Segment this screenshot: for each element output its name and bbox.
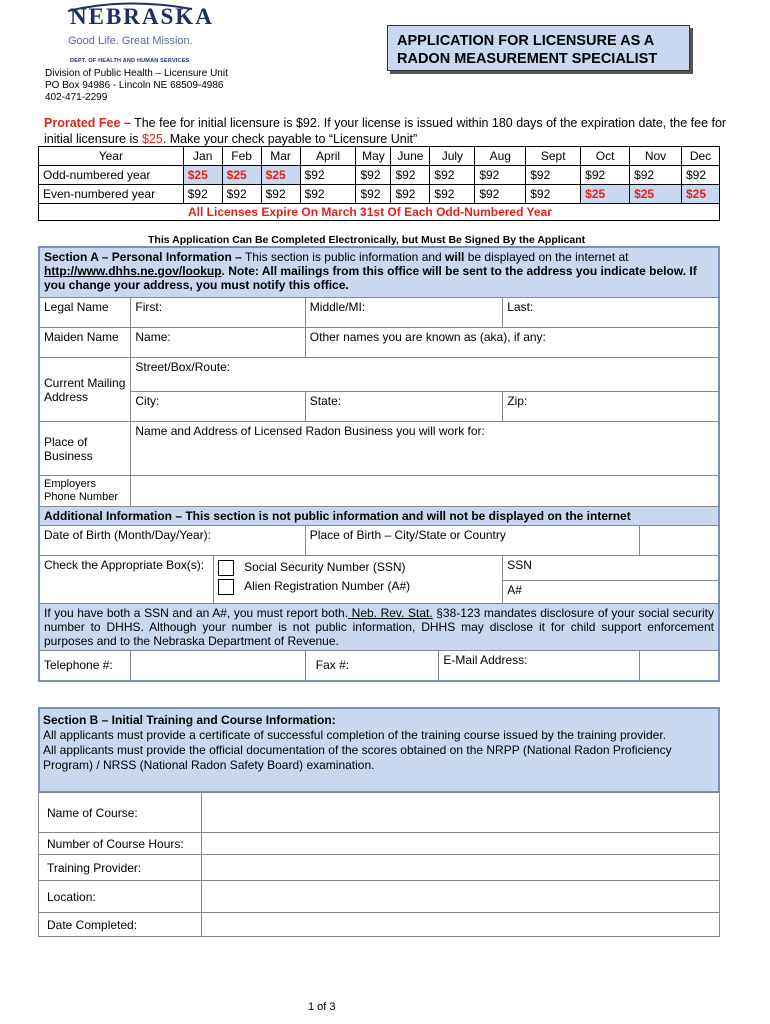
dept-name: DEPT. OF HEALTH AND HUMAN SERVICES (70, 58, 190, 64)
fee-row-even (39, 185, 720, 204)
fee-header-row (39, 147, 720, 166)
fax-field[interactable] (305, 651, 439, 681)
section-b-header (38, 707, 720, 793)
lookup-link[interactable]: http://www.dhhs.ne.gov/lookup (44, 264, 222, 278)
aka-label: Other names you are known as (aka), if any: (309, 330, 546, 344)
fee-cell: Even-numbered year (39, 185, 184, 204)
fee-cell: $25 (183, 166, 222, 185)
state-field[interactable] (305, 392, 502, 422)
fee-cell: $92 (356, 166, 391, 185)
employer-phone-field[interactable] (131, 476, 719, 507)
course-name-label: Name of Course: (39, 793, 202, 833)
fee-cell: $25 (222, 166, 261, 185)
section-a-title: Section A – Personal Information – (44, 250, 242, 264)
maiden-name-field[interactable] (131, 328, 305, 358)
section-a-note: . Note: All mailings from this office will be sent to the address you indicate below. If you change your address, you must notify this office. (44, 264, 697, 292)
ssn-label: SSN (507, 558, 532, 572)
fee-cell: $92 (391, 166, 430, 185)
business-field[interactable] (131, 422, 719, 476)
fee-cell: $92 (475, 166, 526, 185)
fee-header: Year (39, 147, 184, 166)
fee-row-odd (39, 166, 720, 185)
fee-header: May (356, 147, 391, 166)
pob-label: Place of Birth – City/State or Country (309, 528, 506, 542)
fax-label: Fax #: (315, 658, 350, 673)
fee-cell: $25 (261, 166, 300, 185)
fee-header: Aug (475, 147, 526, 166)
prorated-text-1: The fee for initial licensure is $92. If your license is issued within 180 days of the expiration date, the fee for initial licensure is (44, 116, 727, 146)
middle-label: Middle/MI: (309, 300, 366, 314)
email-label: E-Mail Address: (439, 651, 639, 681)
date-completed-label: Date Completed: (39, 913, 202, 937)
statute-ref: Neb. Rev. Stat. (348, 606, 433, 620)
expire-note: All Licenses Expire On March 31st Of Each Odd-Numbered Year (188, 205, 552, 219)
first-label: First: (135, 300, 163, 314)
city-label: City: (135, 394, 160, 408)
fee-cell: $92 (300, 166, 356, 185)
ssn-option-label: Social Security Number (SSN) (244, 560, 406, 575)
fee-cell: $92 (300, 185, 356, 204)
state-label: State: (309, 394, 342, 408)
course-hours-label: Number of Course Hours: (39, 833, 202, 855)
telephone-field[interactable] (131, 651, 305, 681)
office-phone: 402-471-2299 (45, 92, 108, 103)
ssn-checkbox[interactable] (218, 560, 234, 576)
fee-cell: Odd-numbered year (39, 166, 184, 185)
tagline: Good Life. Great Mission. (68, 35, 193, 47)
place-of-business-label: Place of Business (39, 422, 131, 476)
employer-phone-label: Employers Phone Number (39, 476, 131, 507)
fee-cell: $92 (261, 185, 300, 204)
maiden-name-label: Maiden Name (39, 328, 131, 358)
section-a-text: This section is public information and (241, 250, 446, 264)
fee-table (38, 146, 720, 204)
section-a-text: be displayed on the internet at (464, 250, 629, 264)
ssn-field[interactable] (503, 556, 718, 581)
section-a-header (39, 247, 719, 298)
aka-field[interactable] (305, 328, 719, 358)
dob-label: Date of Birth (Month/Day/Year): (44, 528, 211, 542)
division: Division of Public Health – Licensure Unit (45, 68, 228, 79)
fee-header: Mar (261, 147, 300, 166)
date-completed-field[interactable] (201, 913, 719, 937)
first-name-field[interactable] (131, 298, 305, 328)
prorated-fee-text (44, 115, 734, 147)
empty-cell (639, 526, 719, 556)
a-number-label: A# (507, 583, 522, 597)
last-name-field[interactable] (503, 298, 719, 328)
fee-header: Sept (526, 147, 581, 166)
telephone-label: Telephone #: (39, 651, 131, 681)
fee-cell: $92 (475, 185, 526, 204)
disclosure-2: §38-123 mandates disclosure of your social security number to DHHS. Although your number is not public information, DHHS may disclose it for child support enforcement purposes and to the Nebraska Department of Revenue. (44, 606, 714, 648)
fee-header: July (430, 147, 475, 166)
fee-cell: $92 (222, 185, 261, 204)
a-number-field[interactable] (503, 581, 718, 599)
fee-header: Jan (183, 147, 222, 166)
fee-cell: $92 (391, 185, 430, 204)
street-label: Street/Box/Route: (135, 360, 231, 374)
fee-header: Nov (630, 147, 682, 166)
prorated-label: Prorated Fee – (44, 116, 131, 130)
fee-header: Dec (681, 147, 719, 166)
fee-header: Feb (222, 147, 261, 166)
fee-cell: $92 (183, 185, 222, 204)
page-number: 1 of 3 (308, 1001, 336, 1013)
pob-field[interactable] (305, 526, 639, 556)
check-box-label: Check the Appropriate Box(s): (39, 556, 214, 604)
fee-header: Oct (581, 147, 630, 166)
prorated-amount: $25 (141, 132, 163, 146)
training-provider-label: Training Provider: (39, 855, 202, 881)
course-hours-field[interactable] (201, 833, 719, 855)
title-line-1: APPLICATION FOR LICENSURE AS A (397, 33, 655, 49)
fee-cell: $25 (681, 185, 719, 204)
name-label: Name: (135, 330, 171, 344)
zip-field[interactable] (503, 392, 719, 422)
training-provider-field[interactable] (201, 855, 719, 881)
nebraska-logo: NEBRASKA (70, 4, 214, 29)
additional-info-header: Additional Information – This section is not public information and will not be displayed on the internet (39, 507, 719, 526)
email-field[interactable] (639, 651, 719, 681)
city-field[interactable] (131, 392, 305, 422)
fee-cell: $92 (430, 166, 475, 185)
prorated-text-2: . Make your check payable to “Licensure Unit” (162, 132, 418, 146)
electronic-note: This Application Can Be Completed Electronically, but Must Be Signed By the Applicant (148, 234, 586, 246)
dob-field[interactable] (39, 526, 305, 556)
po-box: PO Box 94986 - Lincoln NE 68509-4986 (45, 80, 224, 91)
section-a-form (38, 246, 720, 682)
section-b-title: Section B – Initial Training and Course Information: (43, 713, 336, 727)
fee-cell: $92 (356, 185, 391, 204)
location-field[interactable] (201, 881, 719, 913)
fee-cell: $92 (526, 185, 581, 204)
disclosure-1: If you have both a SSN and an A#, you must report both. (44, 606, 349, 620)
disclosure-text (39, 604, 719, 651)
fee-cell: $92 (430, 185, 475, 204)
fee-cell: $25 (630, 185, 682, 204)
fee-cell: $92 (630, 166, 682, 185)
middle-name-field[interactable] (305, 298, 502, 328)
section-b-line-1: All applicants must provide a certificate of successful completion of the training course issued by the training provider. (43, 728, 666, 742)
mailing-address-label: Current Mailing Address (39, 358, 131, 422)
fee-header: April (300, 147, 356, 166)
form-title (387, 25, 690, 71)
business-label: Name and Address of Licensed Radon Business you will work for: (135, 424, 485, 438)
location-label: Location: (39, 881, 202, 913)
section-b-box (39, 708, 719, 792)
fee-cell: $25 (581, 185, 630, 204)
course-table (38, 792, 720, 937)
fee-cell: $92 (681, 166, 719, 185)
zip-label: Zip: (507, 394, 528, 408)
id-number-fields (503, 556, 719, 604)
street-field[interactable] (131, 358, 719, 392)
fee-header: June (391, 147, 430, 166)
a-option-label: Alien Registration Number (A#) (244, 579, 411, 594)
section-a-will: will (445, 250, 465, 264)
course-name-field[interactable] (201, 793, 719, 833)
last-label: Last: (507, 300, 534, 314)
section-b-line-2: All applicants must provide the official documentation of the scores obtained on the NRPP (National Radon Proficiency Program) / NRSS (National Radon Safety Board) examination. (43, 743, 672, 772)
fee-cell: $92 (581, 166, 630, 185)
a-number-checkbox[interactable] (218, 579, 234, 595)
fee-cell: $92 (526, 166, 581, 185)
title-line-2: RADON MEASUREMENT SPECIALIST (397, 51, 658, 67)
legal-name-label: Legal Name (39, 298, 131, 328)
id-type-options (214, 556, 503, 604)
